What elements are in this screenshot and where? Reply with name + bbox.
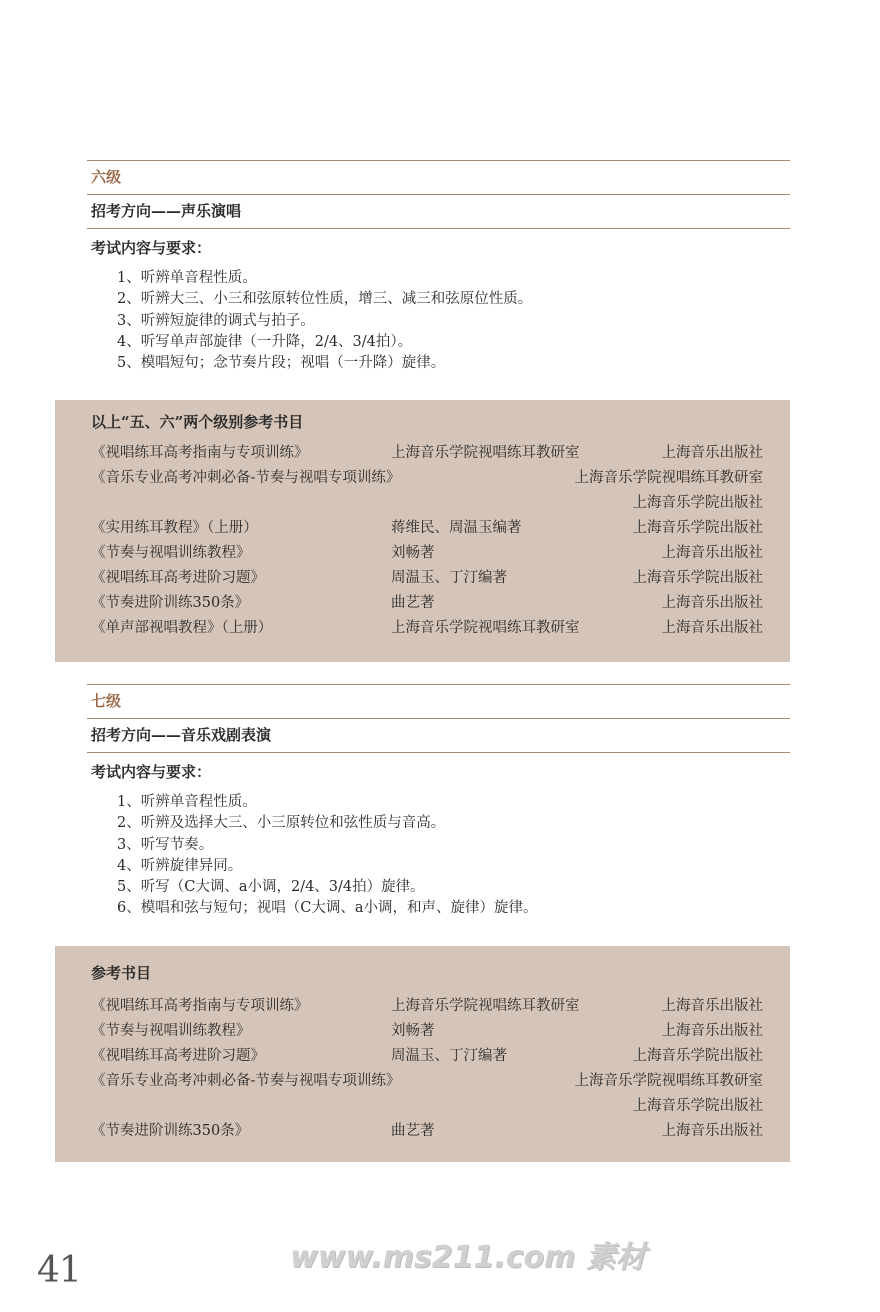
books-56-box — [55, 400, 790, 662]
list-item: 5、听写（C大调、a小调，2/4、3/4拍）旋律。 — [117, 879, 425, 896]
divider — [87, 752, 790, 753]
book-publisher: 上海音乐学院出版社 — [632, 1098, 763, 1114]
book-title: 《节奏与视唱训练教程》 — [91, 1023, 251, 1039]
book-title: 《视唱练耳高考指南与专项训练》 — [91, 998, 309, 1014]
list-item: 3、听写节奏。 — [117, 836, 214, 853]
book-row — [91, 1044, 763, 1069]
list-item: 6、模唱和弦与短句；视唱（C大调、a小调，和声、旋律）旋律。 — [117, 900, 538, 917]
list-item: 3、听辨短旋律的调式与拍子。 — [117, 312, 315, 329]
books-7-box — [55, 946, 790, 1162]
level7-direction: 招考方向——音乐戏剧表演 — [91, 726, 272, 744]
book-author: 曲艺著 — [391, 595, 435, 611]
book-publisher: 上海音乐学院出版社 — [632, 570, 763, 586]
book-row — [91, 1069, 763, 1094]
level6-direction: 招考方向——声乐演唱 — [91, 202, 242, 220]
book-publisher: 上海音乐出版社 — [661, 620, 763, 636]
book-author: 周温玉、丁汀编著 — [391, 570, 507, 586]
book-author: 曲艺著 — [391, 1123, 435, 1139]
book-publisher: 上海音乐学院出版社 — [632, 1048, 763, 1064]
book-publisher: 上海音乐出版社 — [661, 595, 763, 611]
level6-section — [87, 160, 790, 374]
book-author: 上海音乐学院视唱练耳教研室 — [391, 620, 580, 636]
list-item: 1、听辨单音程性质。 — [117, 794, 257, 810]
level6-req-list — [87, 268, 790, 374]
book-row — [91, 491, 763, 516]
watermark: www.ms211.com 素材 — [290, 1240, 646, 1275]
book-row — [91, 541, 763, 566]
book-publisher: 上海音乐学院出版社 — [632, 520, 763, 536]
books-56-title: 以上“五、六”两个级别参考书目 — [91, 413, 304, 431]
book-title: 《视唱练耳高考进阶习题》 — [91, 570, 265, 586]
book-row — [91, 441, 763, 466]
book-author: 刘畅著 — [391, 545, 435, 561]
book-title: 《实用练耳教程》（上册） — [91, 520, 258, 536]
book-author: 周温玉、丁汀编著 — [391, 1048, 507, 1064]
level7-section — [87, 684, 790, 920]
book-publisher: 上海音乐出版社 — [661, 545, 763, 561]
list-item: 5、模唱短句；念节奏片段；视唱（一升降）旋律。 — [117, 355, 446, 372]
book-title: 《节奏进阶训练350条》 — [91, 595, 250, 611]
level7-label: 七级 — [91, 692, 122, 710]
list-item: 1、听辨单音程性质。 — [117, 270, 257, 286]
level6-label: 六级 — [91, 168, 122, 186]
book-author: 上海音乐学院视唱练耳教研室 — [391, 445, 580, 461]
level7-req-title: 考试内容与要求： — [91, 763, 212, 781]
book-row — [91, 616, 763, 641]
book-publisher: 上海音乐学院视唱练耳教研室 — [574, 470, 763, 486]
book-row — [91, 994, 763, 1019]
level7-req-list — [87, 792, 790, 920]
book-title: 《节奏与视唱训练教程》 — [91, 545, 251, 561]
book-title: 《节奏进阶训练350条》 — [91, 1123, 250, 1139]
book-author: 蒋维民、周温玉编著 — [391, 520, 522, 536]
book-row — [91, 466, 763, 491]
list-item: 2、听辨及选择大三、小三原转位和弦性质与音高。 — [117, 815, 446, 832]
book-row — [91, 1019, 763, 1044]
book-publisher: 上海音乐学院视唱练耳教研室 — [574, 1073, 763, 1089]
book-row — [91, 591, 763, 616]
book-publisher: 上海音乐学院出版社 — [632, 495, 763, 511]
book-row — [91, 516, 763, 541]
divider — [87, 228, 790, 229]
book-row — [91, 1094, 763, 1119]
book-publisher: 上海音乐出版社 — [661, 445, 763, 461]
book-title: 《单声部视唱教程》（上册） — [91, 620, 273, 636]
book-title: 《视唱练耳高考指南与专项训练》 — [91, 445, 309, 461]
book-title: 《音乐专业高考冲刺必备-节奏与视唱专项训练》 — [91, 1073, 401, 1089]
book-publisher: 上海音乐出版社 — [661, 1023, 763, 1039]
book-title: 《视唱练耳高考进阶习题》 — [91, 1048, 265, 1064]
book-row — [91, 566, 763, 591]
book-author: 刘畅著 — [391, 1023, 435, 1039]
book-row — [91, 1119, 763, 1144]
books-7-title: 参考书目 — [91, 964, 152, 982]
page-number: 41 — [37, 1250, 81, 1291]
list-item: 4、听写单声部旋律（一升降，2/4、3/4拍）。 — [117, 333, 413, 350]
book-author: 上海音乐学院视唱练耳教研室 — [391, 998, 580, 1014]
list-item: 2、听辨大三、小三和弦原转位性质，增三、减三和弦原位性质。 — [117, 291, 533, 308]
book-publisher: 上海音乐出版社 — [661, 1123, 763, 1139]
list-item: 4、听辨旋律异同。 — [117, 857, 243, 874]
level6-req-title: 考试内容与要求： — [91, 239, 212, 257]
book-title: 《音乐专业高考冲刺必备-节奏与视唱专项训练》 — [91, 470, 401, 486]
book-publisher: 上海音乐出版社 — [661, 998, 763, 1014]
